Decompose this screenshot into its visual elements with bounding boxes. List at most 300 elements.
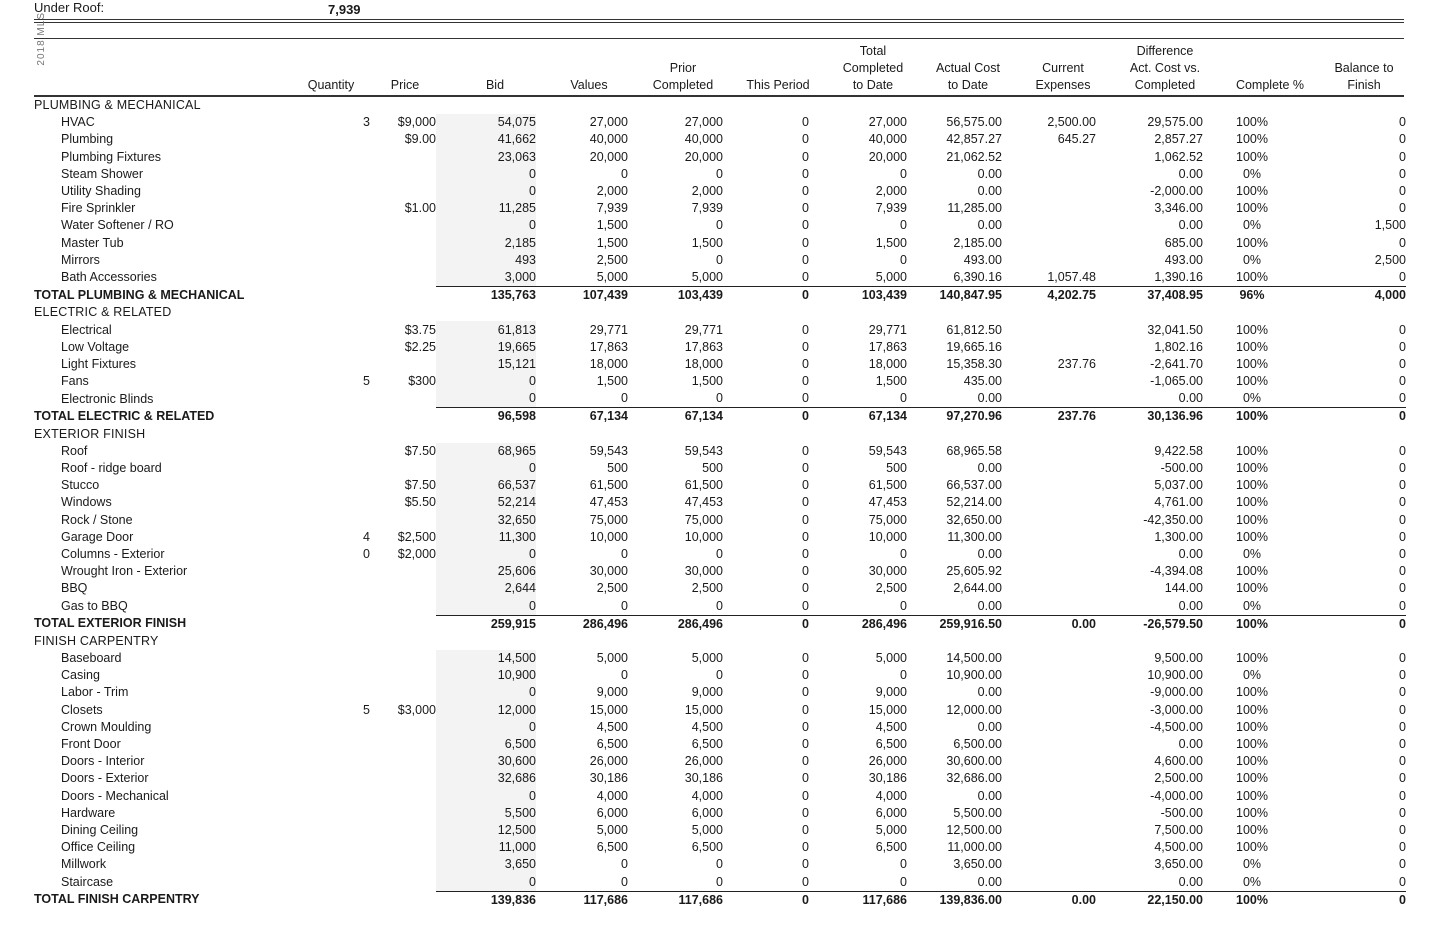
cell-difference: 0.00 [1178,166,1203,181]
cell-quantity [284,839,370,856]
cell-values: 2,500 [596,252,628,267]
cell-actual-cost: 11,300.00 [947,529,1002,544]
table-row [34,183,1406,200]
cell-difference: 37,408.95 [1096,287,1203,305]
cell-this-period: 0 [802,857,809,872]
cell-complete-pct: 100% [1236,737,1268,752]
cell-total-completed: 1,500 [875,235,907,250]
cell-bid: 11,300 [436,529,536,546]
cell-total-completed: 6,500 [875,840,907,855]
header-top-rule [34,38,1404,39]
section-spacer [284,97,1406,114]
cell-current-expenses [1002,597,1096,615]
cell-price: $3.75 [404,322,436,337]
cell-total-completed: 2,500 [875,581,907,596]
line-item-name: Front Door [61,737,121,752]
cell-complete-pct: 100% [1236,339,1268,354]
cell-quantity: 3 [363,115,370,130]
cell-total-completed: 61,500 [868,478,907,493]
cell-complete-pct: 0% [1242,218,1262,233]
cell-values: 10,000 [589,529,628,544]
cell-total-completed: 0 [900,252,907,267]
line-item-name: Millwork [61,857,107,872]
cell-prior-completed: 17,863 [684,339,723,354]
cell-prior-completed: 18,000 [684,356,723,371]
cell-actual-cost: 25,605.92 [946,564,1002,579]
cell-quantity [284,891,370,909]
cell-this-period: 0 [802,651,809,666]
cell-current-expenses [1002,373,1096,390]
cell-prior-completed: 20,000 [684,149,723,164]
cell-balance: 0 [1399,702,1406,717]
cell-balance: 0 [1399,201,1406,216]
cell-this-period: 0 [802,719,809,734]
cell-current-expenses [1002,149,1096,166]
cell-values: 5,000 [596,822,628,837]
cell-actual-cost: 56,575.00 [946,115,1002,130]
cell-difference: 144.00 [1164,581,1203,596]
cell-values: 59,543 [589,443,628,458]
cell-actual-cost: 0.00 [977,874,1002,889]
cell-prior-completed: 0 [716,857,723,872]
cell-complete-pct: 100% [1236,443,1268,458]
cell-values: 5,000 [596,651,628,666]
cell-complete-pct: 100% [1236,685,1268,700]
total-row [34,408,1406,426]
cell-balance: 0 [1399,719,1406,734]
cell-quantity [284,166,370,183]
column-header-label: Bid [485,78,505,92]
cell-actual-cost: 0.00 [977,461,1002,476]
cell-this-period: 0 [802,512,809,527]
cell-complete-pct: 100% [1236,651,1268,666]
line-item-name: Plumbing [61,132,114,147]
column-header-this-period [734,40,822,94]
cell-values: 30,186 [589,771,628,786]
cell-difference: -500.00 [1160,461,1203,476]
line-item-name: BBQ [61,581,88,596]
cell-this-period: 0 [802,771,809,786]
cell-complete-pct: 100% [1203,891,1301,909]
cell-total-completed: 0 [900,391,907,406]
column-header-label: Quantity [307,78,355,92]
cell-prior-completed: 2,000 [691,184,723,199]
cell-prior-completed: 5,000 [691,822,723,837]
cell-values: 0 [621,546,628,561]
cell-balance: 4,000 [1301,287,1406,305]
cell-values: 30,000 [589,564,628,579]
budget-table [34,97,1406,909]
table-row [34,770,1406,787]
column-header-complete-pct [1220,40,1320,94]
cell-actual-cost: 2,185.00 [953,235,1002,250]
cell-values: 2,000 [596,184,628,199]
cell-total-completed: 4,500 [875,719,907,734]
cell-total-completed: 47,453 [868,495,907,510]
cell-values: 26,000 [589,754,628,769]
cell-bid: 15,121 [436,356,536,373]
line-item-name: Electronic Blinds [61,391,154,406]
cell-prior-completed: 30,000 [684,564,723,579]
cell-quantity [284,873,370,891]
cell-bid: 0 [436,873,536,891]
cell-actual-cost: 493.00 [963,252,1002,267]
cell-balance: 0 [1399,874,1406,889]
cell-total-completed: 0 [900,598,907,613]
cell-total-completed: 10,000 [868,529,907,544]
cell-price [370,252,436,269]
cell-prior-completed: 9,000 [691,685,723,700]
cell-bid: 2,185 [436,235,536,252]
line-item-name: Utility Shading [61,184,141,199]
cell-total-completed: 75,000 [868,512,907,527]
table-row [34,546,1406,563]
cell-balance: 0 [1399,668,1406,683]
cell-price [370,667,436,684]
cell-current-expenses [1002,788,1096,805]
table-row [34,873,1406,891]
cell-price: $7.50 [404,478,436,493]
cell-difference: 5,037.00 [1154,478,1203,493]
cell-current-expenses: 237.76 [1057,356,1096,371]
cell-complete-pct: 100% [1236,461,1268,476]
column-header-bid [456,40,534,94]
cell-balance: 1,500 [1374,218,1406,233]
cell-difference: 22,150.00 [1096,891,1203,909]
cell-prior-completed: 15,000 [684,702,723,717]
cell-this-period: 0 [802,874,809,889]
cell-this-period: 0 [802,529,809,544]
table-row [34,788,1406,805]
cell-difference: 4,500.00 [1154,840,1203,855]
table-row [34,166,1406,183]
cell-bid: 96,598 [436,408,536,426]
cell-bid: 52,214 [436,494,536,511]
cell-bid: 0 [436,719,536,736]
cell-prior-completed: 40,000 [684,132,723,147]
cell-quantity [284,217,370,234]
cell-total-completed: 0 [900,166,907,181]
cell-prior-completed: 61,500 [684,478,723,493]
cell-prior-completed: 1,500 [691,235,723,250]
cell-complete-pct: 100% [1236,269,1268,284]
line-item-name: Gas to BBQ [61,598,128,613]
cell-complete-pct: 100% [1236,184,1268,199]
cell-total-completed: 0 [900,874,907,889]
cell-quantity [284,788,370,805]
cell-price [370,460,436,477]
cell-balance: 0 [1399,771,1406,786]
cell-quantity [284,736,370,753]
cell-current-expenses [1002,702,1096,719]
cell-prior-completed: 47,453 [684,495,723,510]
table-row [34,650,1406,667]
cell-difference: 1,390.16 [1154,269,1203,284]
cell-prior-completed: 103,439 [628,287,723,305]
cell-values: 6,500 [596,840,628,855]
cell-values: 27,000 [589,115,628,130]
column-header-label: Complete % [1235,78,1305,92]
cell-this-period: 0 [802,218,809,233]
cell-this-period: 0 [802,564,809,579]
cell-price [370,166,436,183]
column-header-prior-completed [640,40,726,94]
cell-current-expenses [1002,183,1096,200]
cell-prior-completed: 0 [716,218,723,233]
cell-difference: -2,000.00 [1150,184,1203,199]
cell-values: 17,863 [589,339,628,354]
line-item-name: TOTAL ELECTRIC & RELATED [34,409,215,424]
table-row [34,269,1406,287]
cell-total-completed: 6,500 [875,737,907,752]
cell-complete-pct: 100% [1236,754,1268,769]
cell-prior-completed: 6,500 [691,840,723,855]
cell-price [370,753,436,770]
cell-balance: 0 [1399,822,1406,837]
cell-actual-cost: 0.00 [977,184,1002,199]
cell-current-expenses [1002,839,1096,856]
cell-quantity: 5 [363,374,370,389]
cell-prior-completed: 500 [702,461,723,476]
cell-current-expenses [1002,339,1096,356]
cell-this-period: 0 [802,754,809,769]
table-row [34,529,1406,546]
cell-actual-cost: 14,500.00 [946,651,1002,666]
cell-this-period: 0 [802,581,809,596]
cell-bid: 5,500 [436,805,536,822]
cell-difference: -4,394.08 [1150,564,1203,579]
table-row [34,356,1406,373]
line-item-name: Water Softener / RO [61,218,174,233]
cell-this-period: 0 [802,840,809,855]
top-rule-double [34,22,1404,23]
cell-current-expenses [1002,580,1096,597]
cell-prior-completed: 0 [716,166,723,181]
cell-prior-completed: 7,939 [691,201,723,216]
cell-quantity [284,460,370,477]
section-row [34,633,1406,650]
cell-balance: 0 [1399,564,1406,579]
cell-actual-cost: 32,650.00 [946,512,1002,527]
cell-quantity [284,149,370,166]
cell-price [370,287,436,305]
cell-total-completed: 17,863 [868,339,907,354]
table-row [34,753,1406,770]
cell-complete-pct: 100% [1203,408,1301,426]
cell-prior-completed: 75,000 [684,512,723,527]
cell-values: 5,000 [596,269,628,284]
cell-values: 1,500 [596,235,628,250]
cell-this-period: 0 [802,685,809,700]
cell-bid: 11,000 [436,839,536,856]
cell-quantity [284,408,370,426]
line-item-name: Bath Accessories [61,270,157,285]
cell-quantity [284,287,370,305]
cell-quantity [284,597,370,615]
cell-prior-completed: 286,496 [628,615,723,633]
cell-values: 20,000 [589,149,628,164]
column-header-values [548,40,630,94]
cell-bid: 23,063 [436,149,536,166]
cell-this-period: 0 [802,737,809,752]
table-row [34,580,1406,597]
cell-actual-cost: 2,644.00 [953,581,1002,596]
cell-this-period: 0 [723,891,809,909]
table-row [34,321,1406,338]
cell-current-expenses [1002,200,1096,217]
cell-current-expenses [1002,252,1096,269]
cell-complete-pct: 0% [1242,252,1262,267]
line-item-name: Mirrors [61,252,100,267]
total-row [34,891,1406,909]
cell-values: 4,000 [596,788,628,803]
cell-total-completed: 0 [900,218,907,233]
cell-current-expenses: 237.76 [1002,408,1096,426]
cell-balance: 0 [1399,443,1406,458]
cell-current-expenses: 0.00 [1002,891,1096,909]
cell-prior-completed: 0 [716,546,723,561]
cell-complete-pct: 100% [1236,788,1268,803]
cell-quantity: 5 [363,702,370,717]
column-header-actual-cost [922,40,1014,94]
line-item-name: Doors - Interior [61,754,145,769]
column-header-difference [1108,40,1222,94]
cell-this-period: 0 [802,184,809,199]
table-row [34,597,1406,615]
column-header-price [372,40,438,94]
cell-complete-pct: 0% [1242,668,1262,683]
cell-actual-cost: 0.00 [977,391,1002,406]
table-row [34,373,1406,390]
cell-total-completed: 4,000 [875,788,907,803]
cell-this-period: 0 [802,805,809,820]
cell-actual-cost: 15,358.30 [946,356,1002,371]
cell-price [370,512,436,529]
cell-difference: 1,300.00 [1154,529,1203,544]
line-item-name: Staircase [61,874,114,889]
cell-total-completed: 0 [900,857,907,872]
section-heading: FINISH CARPENTRY [34,633,159,648]
cell-current-expenses: 4,202.75 [1002,287,1096,305]
cell-prior-completed: 0 [716,252,723,267]
cell-bid: 32,650 [436,512,536,529]
column-header-current-expenses [1018,40,1108,94]
table-row [34,217,1406,234]
table-row [34,684,1406,701]
cell-balance: 0 [1399,529,1406,544]
cell-complete-pct: 100% [1236,478,1268,493]
cell-price: $3,000 [397,702,436,717]
cell-prior-completed: 117,686 [628,891,723,909]
cell-difference: 493.00 [1164,252,1203,267]
table-row [34,736,1406,753]
cell-values: 6,500 [596,737,628,752]
cell-actual-cost: 259,916.50 [907,615,1002,633]
cell-price [370,650,436,667]
line-item-name: Columns - Exterior [61,546,165,561]
table-row [34,839,1406,856]
cell-bid: 32,686 [436,770,536,787]
cell-bid: 0 [436,684,536,701]
cell-total-completed: 5,000 [875,822,907,837]
cell-difference: 0.00 [1178,218,1203,233]
cell-current-expenses [1002,529,1096,546]
cell-values: 7,939 [596,201,628,216]
cell-current-expenses [1002,822,1096,839]
cell-current-expenses [1002,390,1096,408]
cell-price [370,580,436,597]
cell-total-completed: 117,686 [809,891,907,909]
cell-this-period: 0 [802,391,809,406]
cell-actual-cost: 3,650.00 [953,857,1002,872]
cell-current-expenses [1002,873,1096,891]
cell-price [370,684,436,701]
cell-complete-pct: 100% [1236,719,1268,734]
cell-values: 0 [621,874,628,889]
cell-complete-pct: 100% [1236,356,1268,371]
cell-quantity [284,684,370,701]
cell-quantity [284,494,370,511]
cell-difference: 0.00 [1178,391,1203,406]
table-row [34,131,1406,148]
cell-actual-cost: 68,965.58 [946,443,1002,458]
cell-difference: 3,346.00 [1154,201,1203,216]
cell-current-expenses: 645.27 [1057,132,1096,147]
table-row [34,114,1406,131]
cell-balance: 0 [1399,857,1406,872]
cell-values: 40,000 [589,132,628,147]
line-item-name: Labor - Trim [61,685,129,700]
cell-actual-cost: 0.00 [977,685,1002,700]
cell-prior-completed: 6,000 [691,805,723,820]
cell-current-expenses [1002,217,1096,234]
cell-prior-completed: 67,134 [628,408,723,426]
cell-values: 47,453 [589,495,628,510]
watermark-stamp: 2018 MLS [36,12,47,66]
cell-values: 4,500 [596,719,628,734]
line-item-name: Electrical [61,322,112,337]
cell-difference: 9,500.00 [1154,651,1203,666]
cell-price [370,183,436,200]
cell-difference: 1,802.16 [1154,339,1203,354]
cell-actual-cost: 11,000.00 [947,840,1002,855]
cell-bid: 66,537 [436,477,536,494]
line-item-name: Light Fixtures [61,356,137,371]
cell-difference: -9,000.00 [1150,685,1203,700]
cell-actual-cost: 0.00 [977,166,1002,181]
cell-values: 15,000 [589,702,628,717]
cell-values: 18,000 [589,356,628,371]
cell-balance: 0 [1301,891,1406,909]
cell-price [370,822,436,839]
cell-values: 0 [621,166,628,181]
cell-balance: 0 [1399,651,1406,666]
cell-bid: 0 [436,217,536,234]
cell-bid: 12,500 [436,822,536,839]
cell-actual-cost: 6,500.00 [953,737,1002,752]
cell-balance: 0 [1399,788,1406,803]
cell-values: 107,439 [536,287,628,305]
under-roof-value: 7,939 [328,2,361,17]
cell-total-completed: 5,000 [875,269,907,284]
line-item-name: Steam Shower [61,166,143,181]
cell-difference: 4,761.00 [1154,495,1203,510]
cell-quantity [284,131,370,148]
cell-total-completed: 1,500 [875,374,907,389]
column-header-label: Values [570,78,608,92]
cell-total-completed: 26,000 [868,754,907,769]
cell-quantity [284,321,370,338]
